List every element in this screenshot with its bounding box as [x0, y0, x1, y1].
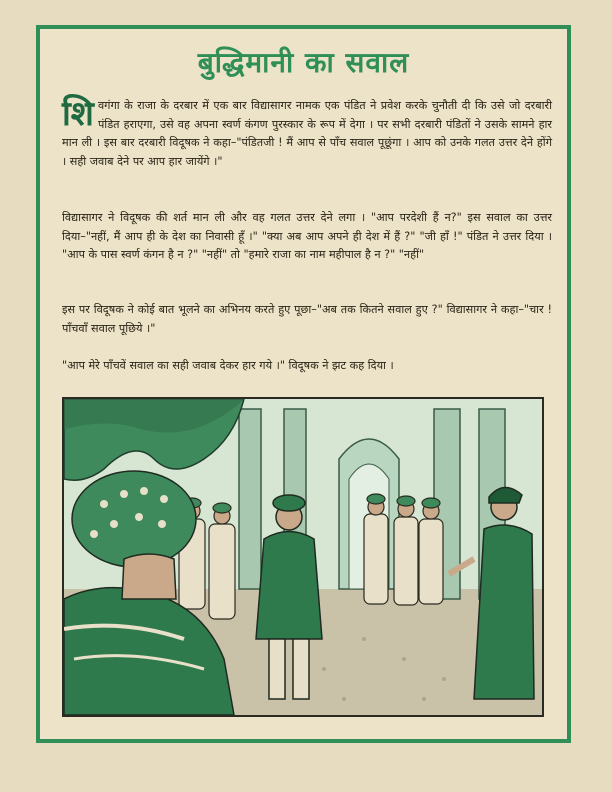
- story-title: बुद्धिमानी का सवाल: [197, 46, 410, 79]
- paragraph-4: "आप मेरे पाँचवें सवाल का सही जवाब देकर हार गये ।" विदूषक ने झट कह दिया ।: [62, 359, 394, 372]
- paragraph-3: इस पर विदूषक ने कोई बात भूलने का अभिनय करते हुए पूछा–"अब तक कितने सवाल हुए ?" विद्यासागर ने कहा–"चार ! पाँचवाँ सवाल पूछिये ।": [62, 303, 552, 335]
- court-scene-illustration: [62, 397, 544, 717]
- drop-cap: शि: [62, 94, 94, 134]
- story-frame: [36, 25, 571, 743]
- paragraph-2: विद्यासागर ने विदूषक की शर्त मान ली और वह गलत उत्तर देने लगा । "आप परदेशी हैं न?" इस सवाल का उत्तर दिया–"नहीं, मैं आप ही के देश का निवासी हूँ ।" "क्या अब आप अपने ही देश में हैं ?" "जी हाँ !" पंडित ने उत्तर दिया । "आप के पास स्वर्ण कंगन है न ?" "नहीं" तो "हमारे राजा का नाम महीपाल है न ?" "नहीं": [62, 211, 552, 261]
- paragraph-1: [62, 94, 552, 171]
- paragraph-1-text: वगंगा के राजा के दरबार में एक बार विद्यासागर नामक एक पंडित ने प्रवेश करके चुनौती दी कि उसे जो दरबारी पंडित हराएगा, उसे वह अपना स्वर्ण कंगण पुरस्कार के रूप में देगा । पर सभी दरबारी पंडितों ने उसके सामने हार मान ली । इस बार दरबारी विदूषक ने कहा–"पंडितजी ! मैं आप से पाँच सवाल पूछूंगा । आप को उनके गलत उत्तर देने होंगे । सही जवाब देने पर आप हार जायेंगे ।": [62, 99, 552, 168]
